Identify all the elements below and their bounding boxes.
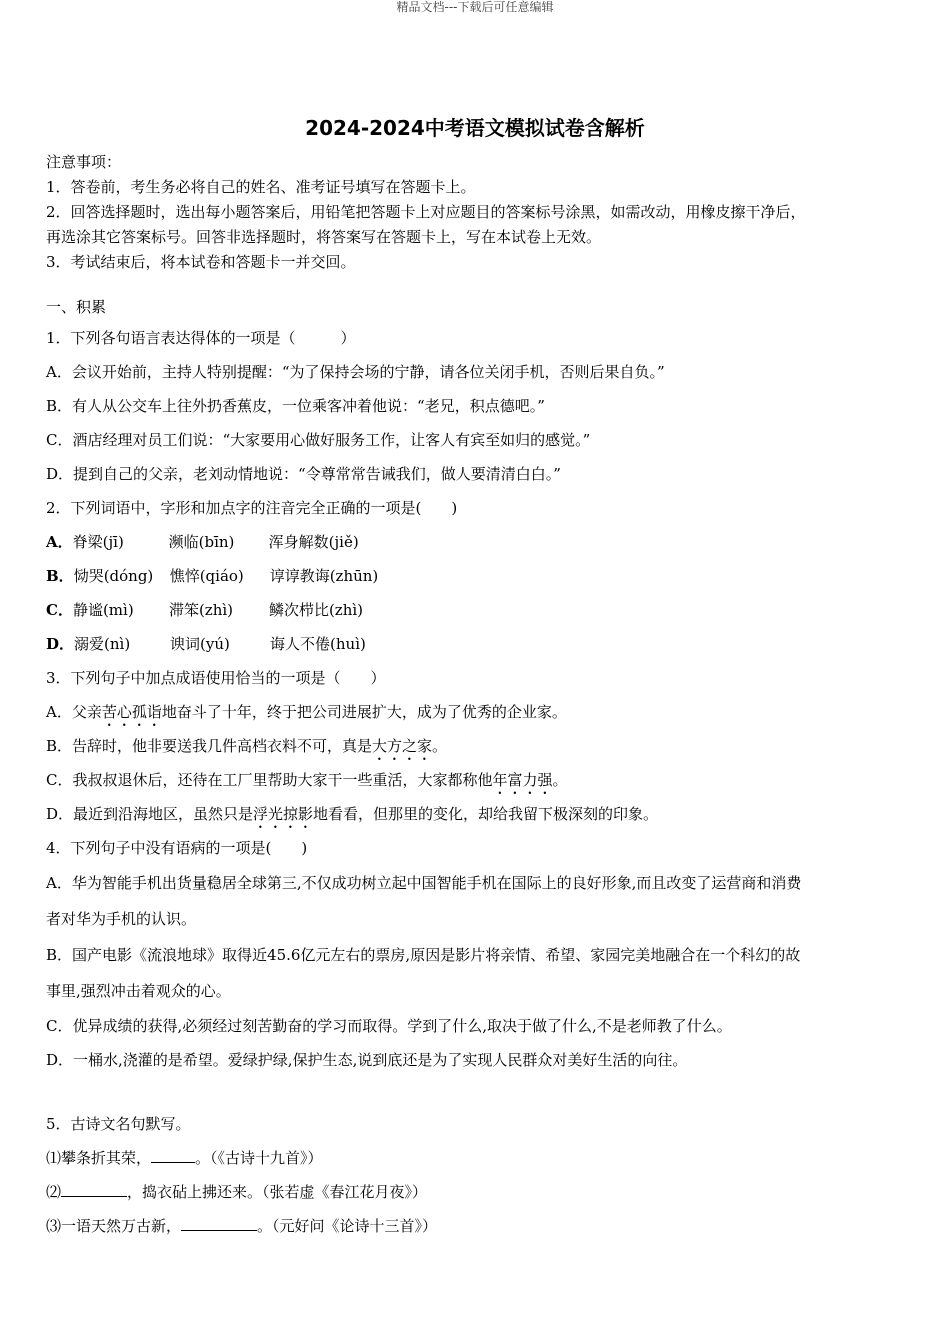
option-text: 地奋斗了十年，终于把公司进展扩大，成为了优秀的企业家。 (161, 703, 567, 721)
option-a-line1: A．华为智能手机出货量稳居全球第三,不仅成功树立起中国智能手机在国际上的良好形象,而且改变了运营商和消费 (46, 874, 802, 892)
option-c: C．酒店经理对员工们说：“大家要用心做好服务工作，让客人有宾至如归的感觉。” (46, 431, 591, 449)
word: 鳞次栉比(zhì) (268, 601, 364, 619)
question-stem: 5．古诗文名句默写。 (46, 1115, 191, 1133)
notice-item: 再选涂其它答案标号。回答非选择题时，将答案写在答题卡上，写在本试卷上无效。 (46, 228, 602, 246)
question-stem: 1．下列各句语言表达得体的一项是（ ） (46, 329, 356, 347)
word: 谀词(yú) (170, 635, 230, 653)
word: 濒临(bīn) (168, 533, 235, 551)
option-text: D．最近到沿海地区，虽然只是 (46, 805, 254, 823)
option-d: D．提到自己的父亲，老刘动情地说：“令尊常常告诫我们，做人要清清白白。” (46, 465, 561, 483)
poem-text: ⑶一语天然万古新， (46, 1217, 182, 1235)
dotted-idiom: 苦心孤诣 (101, 703, 162, 721)
word: 诲人不倦(huì) (270, 635, 366, 653)
option-b: B．有人从公交车上往外扔香蕉皮，一位乘客冲着他说：“老兄，积点德吧。” (46, 397, 545, 415)
option-a: A．会议开始前，主持人特别提醒：“为了保持会场的宁静，请各位关闭手机，否则后果自负。” (46, 363, 665, 381)
word: 静谧(mì) (72, 601, 134, 619)
option-label: B． (46, 567, 74, 585)
answer-blank[interactable] (181, 1216, 257, 1231)
word: 溺爱(nì) (74, 635, 131, 653)
option-b-line2: 事里,强烈冲击着观众的心。 (46, 982, 231, 1000)
option-text: 。 (432, 737, 448, 755)
poem-text: ，捣衣砧上拂还来。（张若虚《春江花月夜》） (127, 1183, 428, 1201)
option-c (46, 763, 906, 797)
word: 恸哭(dóng) (73, 567, 154, 585)
section-heading: 一、积累 (46, 298, 107, 316)
question-3 (46, 661, 906, 831)
option-b (46, 559, 906, 593)
option-text: 。 (552, 771, 568, 789)
option-c (46, 593, 906, 627)
question-stem: 4．下列句子中没有语病的一项是( ) (46, 839, 308, 857)
dotted-idiom: 大方之家 (372, 737, 433, 755)
option-text: B．告辞时，他非要送我几件高档衣料不可，真是 (46, 737, 373, 755)
poem-line-2 (46, 1175, 906, 1209)
option-b-line1: B．国产电影《流浪地球》取得近45.6亿元左右的票房,原因是影片将亲情、希望、家园完美地融合在一个科幻的故 (46, 946, 801, 964)
question-2 (46, 491, 906, 661)
dotted-idiom: 年富力强 (492, 771, 553, 789)
page-title: 2024-2024中考语文模拟试卷含解析 (305, 116, 645, 140)
option-a (46, 695, 906, 729)
notice-heading: 注意事项： (46, 153, 122, 171)
question-stem: 3．下列句子中加点成语使用恰当的一项是（ ） (46, 669, 386, 687)
option-b (46, 729, 906, 763)
notice-item: 3．考试结束后，将本试卷和答题卡一并交回。 (46, 253, 356, 271)
word: 浑身解数(jiě) (268, 533, 359, 551)
poem-text: 。（元好问《论诗十三首》） (257, 1217, 438, 1235)
answer-blank[interactable] (151, 1148, 195, 1163)
option-text: A．父亲 (46, 703, 102, 721)
poem-text: 。（《古诗十九首》） (195, 1149, 323, 1167)
poem-line-3 (46, 1209, 906, 1243)
question-1 (46, 321, 906, 491)
question-4 (46, 831, 906, 1077)
notice-item: 1．答卷前，考生务必将自己的姓名、准考证号填写在答题卡上。 (46, 178, 476, 196)
option-label: A． (46, 533, 73, 551)
question-5 (46, 1107, 906, 1243)
word: 憔悴(qiáo) (169, 567, 244, 585)
option-label: C． (46, 601, 73, 619)
word: 谆谆教诲(zhūn) (269, 567, 379, 585)
option-d: D．一桶水,浇灌的是希望。爱绿护绿,保护生态,说到底还是为了实现人民群众对美好生活的向往。 (46, 1051, 688, 1069)
option-a-line2: 者对华为手机的认识。 (46, 910, 197, 928)
poem-text: ⑴攀条折其荣， (46, 1149, 152, 1167)
option-a (46, 525, 906, 559)
option-d (46, 797, 906, 831)
option-text: C．我叔叔退休后，还待在工厂里帮助大家干一些重活，大家都称他 (46, 771, 493, 789)
poem-text: ⑵ (46, 1183, 62, 1201)
dotted-idiom: 浮光掠影 (253, 805, 314, 823)
notice-item: 2．回答选择题时，选出每小题答案后，用铅笔把答题卡上对应题目的答案标号涂黑，如需改动，用橡皮擦干净后， (46, 203, 806, 221)
answer-blank[interactable] (61, 1182, 127, 1197)
poem-line-1 (46, 1141, 906, 1175)
option-label: D． (46, 635, 75, 653)
exam-body (46, 150, 906, 1243)
option-c: C．优异成绩的获得,必须经过刻苦勤奋的学习而取得。学到了什么,取决于做了什么,不是老师教了什么。 (46, 1017, 732, 1035)
option-d (46, 627, 906, 661)
word: 脊梁(jī) (72, 533, 124, 551)
question-stem: 2．下列词语中，字形和加点字的注音完全正确的一项是( ) (46, 499, 458, 517)
word: 滞笨(zhì) (168, 601, 234, 619)
page-header: 精品文档---下载后可任意编辑 (396, 0, 554, 14)
notice-section (46, 150, 906, 275)
option-text: 地看看，但那里的变化，却给我留下极深刻的印象。 (313, 805, 659, 823)
